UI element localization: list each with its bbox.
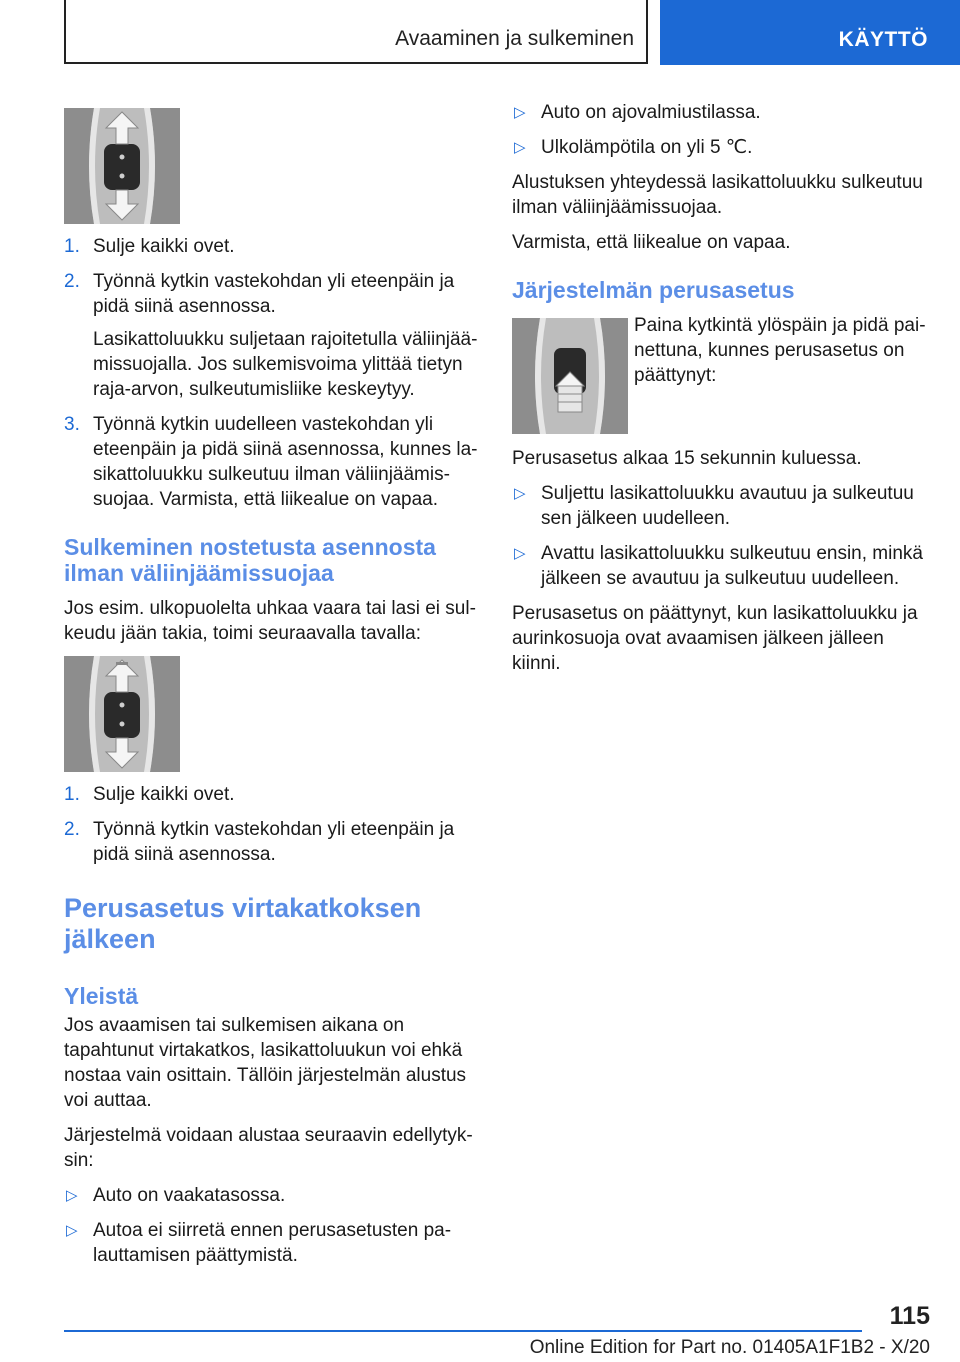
- bullet-text: Ulkolämpötila on yli 5 ℃.: [541, 137, 753, 158]
- step-number: 1.: [64, 236, 80, 257]
- section-heading-basic: Järjestelmän perusasetus: [512, 277, 795, 303]
- paragraph-conditions: Järjestelmä voidaan alustaa seuraavin edellytyksin:: [64, 1125, 473, 1171]
- step-text: Työnnä kytkin vastekohdan yli eteenpäin ja pidä siinä asennossa.: [93, 271, 455, 317]
- paragraph-end: Perusasetus on päättynyt, kun lasikattoluukku ja aurinkosuoja ovat avaamisen jälkeen jälleen kiinni.: [512, 603, 918, 674]
- list-item: [64, 1218, 478, 1268]
- footer-edition-text: Online Edition for Part no. 01405A1F1B2 - X/20: [529, 1337, 930, 1358]
- list-item: [64, 782, 478, 807]
- header-frame: [64, 0, 648, 64]
- right-column: [512, 100, 928, 686]
- bullet-text: Avattu lasikattoluukku sulkeutuu ensin, minkä jälkeen se avautuu ja sulkeutuu uudelleen.: [541, 543, 923, 589]
- step-text: Sulje kaikki ovet.: [93, 784, 235, 805]
- list-item: [512, 541, 928, 591]
- section-heading-main: Perusasetus virtakatkoksen jälkeen: [64, 893, 422, 954]
- step-number: 1.: [64, 784, 80, 805]
- paragraph-init: Alustuksen yhteydessä lasikattoluukku sulkeutuu ilman väliinjäämissuojaa.: [512, 172, 923, 218]
- step-number: 2.: [64, 819, 80, 840]
- list-item: [64, 234, 478, 259]
- footer-divider: [64, 1330, 862, 1332]
- bullet-triangle-icon: ▷: [514, 139, 526, 156]
- section-heading-close: Sulkeminen nostetusta asennosta ilman väliinjäämissuojaa: [64, 534, 436, 586]
- paragraph-close: Jos esim. ulkopuolelta uhkaa vaara tai lasi ei sulkeudu jään takia, toimi seuraavalla tavalla:: [64, 598, 476, 644]
- bullet-triangle-icon: ▷: [514, 104, 526, 121]
- paragraph-general: Jos avaamisen tai sulkemisen aikana on tapahtunut virtakatkos, lasikattoluukun voi ehkä nostaa vain osittain. Tällöin järjestelmän alustus voi auttaa.: [64, 1015, 467, 1111]
- bullet-triangle-icon: ▷: [66, 1187, 78, 1204]
- list-item: [512, 135, 928, 160]
- subheading-general: Yleistä: [64, 983, 139, 1009]
- paragraph-start: Perusasetus alkaa 15 sekunnin kuluessa.: [512, 448, 862, 469]
- page-number: 115: [889, 1302, 930, 1330]
- bullet-triangle-icon: ▷: [66, 1222, 78, 1239]
- bullet-text: Suljettu lasikattoluukku avautuu ja sulkeutuu sen jälkeen uudelleen.: [541, 483, 914, 529]
- step-text: Sulje kaikki ovet.: [93, 236, 235, 257]
- list-item: [64, 1183, 478, 1208]
- left-column: [64, 100, 478, 1278]
- bullet-text: Auto on ajovalmiustilassa.: [541, 102, 761, 123]
- header-section-title: Avaaminen ja sulkeminen: [395, 27, 634, 50]
- list-item: [512, 481, 928, 531]
- list-item: [64, 269, 478, 402]
- list-item: [64, 817, 478, 867]
- step-text: Työnnä kytkin vastekohdan yli eteenpäin ja pidä siinä asennossa.: [93, 819, 455, 865]
- paragraph-check: Varmista, että liikealue on vapaa.: [512, 232, 791, 253]
- paragraph-press: Paina kytkintä ylöspäin ja pidä painettuna, kunnes perusasetus on päättynyt:: [634, 315, 926, 386]
- roof-switch-image: [64, 108, 180, 224]
- bullet-triangle-icon: ▷: [514, 485, 526, 502]
- step-extra-text: Lasikattoluukku suljetaan rajoitetulla väliinjäämissuojalla. Jos sulkemisvoima ylittää tietyn raja-arvon, sulkeutumisliike keskeytyy.: [93, 329, 478, 400]
- step-number: 3.: [64, 414, 80, 435]
- list-item: [512, 100, 928, 125]
- step-text: Työnnä kytkin uudelleen vastekohdan yli eteenpäin ja pidä siinä asennossa, kunnes lasikattoluukku sulkeutuu ilman väliinjäämissuojaa. Varmista, että liikealue on vapaa.: [93, 414, 478, 510]
- roof-switch-image: [64, 656, 180, 772]
- roof-switch-up-image: [512, 318, 628, 434]
- list-item: [64, 412, 478, 512]
- bullet-text: Auto on vaakatasossa.: [93, 1185, 286, 1206]
- step-number: 2.: [64, 271, 80, 292]
- header-tab[interactable]: KÄYTTÖ: [660, 0, 960, 65]
- bullet-triangle-icon: ▷: [514, 545, 526, 562]
- bullet-text: Autoa ei siirretä ennen perusasetusten palauttamisen päättymistä.: [93, 1220, 452, 1266]
